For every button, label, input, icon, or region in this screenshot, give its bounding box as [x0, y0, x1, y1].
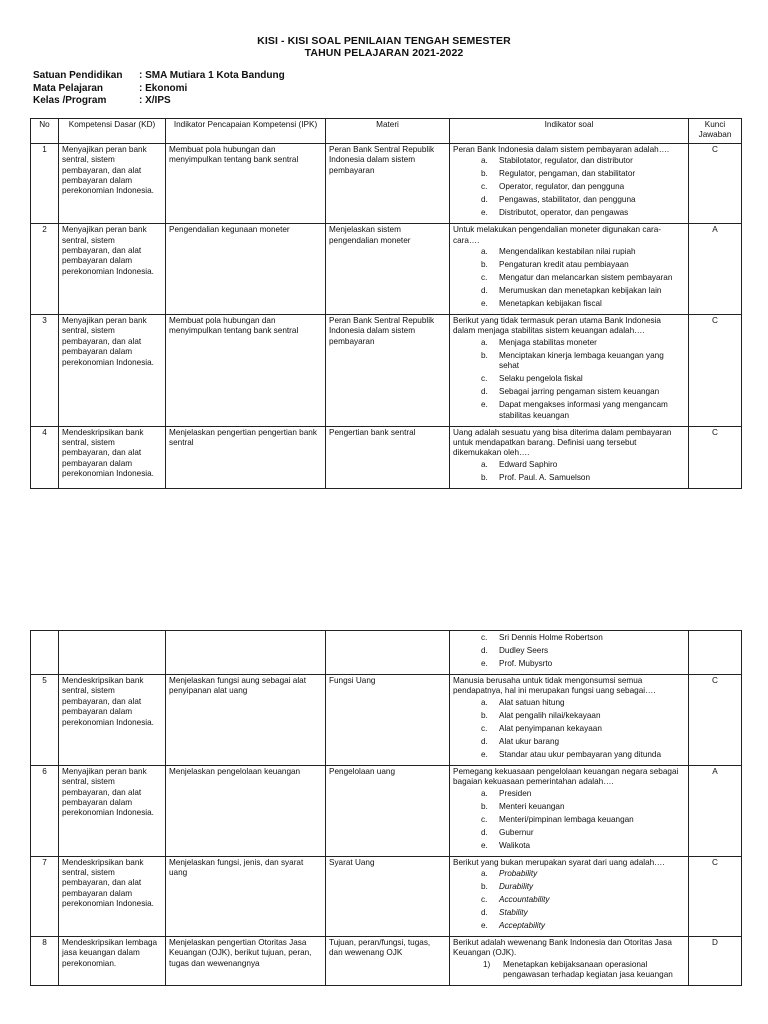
option-marker: c.	[481, 633, 488, 642]
option-item	[453, 260, 685, 270]
option-text: Menteri/pimpinan lembaga keuangan	[499, 814, 634, 824]
option-item	[453, 960, 685, 981]
answer-key: A	[689, 765, 742, 856]
option-item	[453, 698, 685, 708]
question-text: Untuk melakukan pengendalian moneter digunakan cara-cara….	[453, 225, 662, 245]
option-marker: d.	[481, 195, 488, 205]
option-marker: c.	[481, 895, 488, 905]
materi-cell: Pengelolaan uang	[326, 765, 450, 856]
option-marker: e.	[481, 749, 488, 759]
table-row	[31, 765, 742, 856]
option-item	[453, 724, 685, 734]
kisi-table-page1	[30, 118, 742, 489]
option-marker: c.	[481, 723, 488, 733]
option-item	[453, 169, 685, 179]
option-item	[453, 895, 685, 905]
option-text: Pengaturan kredit atau pembiayaan	[499, 260, 629, 270]
option-marker: a.	[481, 459, 488, 469]
option-marker: a.	[481, 247, 488, 257]
materi-cell: Pengertian bank sentral	[326, 426, 450, 488]
option-item	[453, 182, 685, 192]
ipk-cell: Menjelaskan pengertian Otoritas Jasa Keuangan (OJK), berikut tujuan, peran, tugas dan wewenangnya	[166, 937, 326, 986]
question-text: Berikut adalah wewenang Bank Indonesia dan Otoritas Jasa Keuangan (OJK).	[453, 938, 672, 958]
option-marker: b.	[481, 472, 488, 482]
option-item	[453, 374, 685, 384]
option-item	[453, 646, 685, 656]
option-text: Acceptability	[499, 921, 545, 931]
option-text: Mengendalikan kestabilan nilai rupiah	[499, 247, 636, 257]
option-item	[453, 156, 685, 166]
option-item	[453, 789, 685, 799]
option-marker: 1)	[483, 959, 491, 969]
option-marker: e.	[481, 840, 488, 850]
indikator-soal-cell	[450, 937, 689, 986]
meta-block	[33, 70, 285, 108]
kd-cell: Mendeskripsikan bank sentral, sistem pembayaran, dan alat pembayaran dalam perekonomian Indonesia.	[59, 675, 166, 766]
option-text: Merumuskan dan menetapkan kebijakan lain	[499, 286, 662, 296]
row-number: 3	[31, 315, 59, 427]
option-text: Menetapkan kebijaksanaan operasional pengawasan terhadap kegiatan jasa keuangan	[503, 959, 673, 980]
option-list	[453, 789, 685, 851]
answer-key: C	[689, 675, 742, 766]
meta-row-subject: Mata Pelajaran : Ekonomi	[33, 82, 188, 94]
materi-cell: Tujuan, peran/fungsi, tugas, dan wewenang OJK	[326, 937, 450, 986]
option-item	[453, 841, 685, 851]
option-marker: a.	[481, 156, 488, 166]
option-text: Regulator, pengaman, dan stabilitator	[499, 169, 636, 179]
option-item	[453, 737, 685, 747]
option-marker: e.	[481, 659, 488, 668]
option-text: Dapat mengakses informasi yang mengancam stabilitas keuangan	[499, 400, 668, 420]
table-body	[31, 143, 742, 488]
answer-key: C	[689, 426, 742, 488]
table-body	[31, 631, 742, 986]
option-item	[453, 869, 685, 879]
option-text: Alat satuan hitung	[499, 697, 565, 707]
col-header-ipk: Indikator Pencapaian Kompetensi (IPK)	[166, 119, 326, 144]
kisi-table-page2	[30, 630, 742, 986]
option-item	[453, 247, 685, 257]
option-marker: d.	[481, 827, 488, 837]
option-list	[453, 156, 685, 218]
option-marker: c.	[481, 374, 488, 384]
meta-row-school: Satuan Pendidikan : SMA Mutiara 1 Kota Bandung	[33, 70, 285, 81]
option-text: Menetapkan kebijakan fiscal	[499, 299, 602, 309]
answer-key: C	[689, 143, 742, 223]
option-text: Sri Dennis Holme Robertson	[499, 633, 603, 642]
question-text: Peran Bank Indonesia dalam sistem pembayaran adalah….	[453, 144, 670, 154]
materi-cell: Fungsi Uang	[326, 675, 450, 766]
ipk-cell: Menjelaskan fungsi aung sebagai alat penyipanan alat uang	[166, 675, 326, 766]
kd-cell: Menyajikan peran bank sentral, sistem pembayaran, dan alat pembayaran dalam perekonomian Indonesia.	[59, 765, 166, 856]
option-text: Edward Saphiro	[499, 459, 558, 469]
option-marker: e.	[481, 400, 488, 410]
option-item	[453, 750, 685, 760]
indikator-soal-cell	[450, 765, 689, 856]
option-text: Alat pengalih nilai/kekayaan	[499, 710, 601, 720]
col-header-materi: Materi	[326, 119, 450, 144]
option-item	[453, 921, 685, 931]
answer-key: C	[689, 315, 742, 427]
option-list	[453, 633, 685, 669]
table-row	[31, 315, 742, 427]
row-number: 8	[31, 937, 59, 986]
option-marker: b.	[481, 710, 488, 720]
ipk-cell: Pengendalian kegunaan moneter	[166, 224, 326, 315]
option-item	[453, 299, 685, 309]
materi-cell: Menjelaskan sistem pengendalian moneter	[326, 224, 450, 315]
option-text: Menteri keuangan	[499, 801, 565, 811]
answer-key: A	[689, 224, 742, 315]
option-text: Walikota	[499, 840, 531, 850]
question-text: Berikut yang bukan merupakan syarat dari uang adalah….	[453, 857, 665, 867]
option-item	[453, 908, 685, 918]
option-item	[453, 195, 685, 205]
table-row	[31, 675, 742, 766]
kd-cell: Menyajikan peran bank sentral, sistem pembayaran, dan alat pembayaran dalam perekonomian Indonesia.	[59, 143, 166, 223]
option-text: Alat ukur barang	[499, 736, 560, 746]
option-marker: a.	[481, 788, 488, 798]
option-item	[453, 828, 685, 838]
ipk-cell: Menjelaskan pengelolaan keuangan	[166, 765, 326, 856]
table-row	[31, 224, 742, 315]
option-text: Distributot, operator, dan pengawas	[499, 208, 629, 218]
option-item	[453, 659, 685, 669]
indikator-soal-cell	[450, 426, 689, 488]
option-item	[453, 338, 685, 348]
option-item	[453, 208, 685, 218]
option-list	[453, 460, 685, 483]
option-text: Operator, regulator, dan pengguna	[499, 182, 625, 192]
table-header-row	[31, 119, 742, 144]
option-marker: d.	[481, 286, 488, 296]
table-row	[31, 426, 742, 488]
option-item	[453, 633, 685, 643]
option-list	[453, 869, 685, 931]
question-text: Manusia berusaha untuk tidak mengonsumsi semua pendapatnya, hal ini merupakan fungsi uang sebagai….	[453, 676, 656, 696]
option-text: Alat penyimpanan kekayaan	[499, 723, 602, 733]
option-item	[453, 711, 685, 721]
option-item	[453, 400, 685, 421]
option-marker: a.	[481, 337, 488, 347]
col-header-indikator-soal: Indikator soal	[450, 119, 689, 144]
document-subtitle: TAHUN PELAJARAN 2021-2022	[304, 47, 464, 59]
option-marker: a.	[481, 869, 488, 879]
answer-key: C	[689, 856, 742, 936]
row-number: 2	[31, 224, 59, 315]
option-text: Stability	[499, 908, 528, 918]
option-list	[453, 698, 685, 760]
option-text: Probability	[499, 869, 538, 879]
option-list	[453, 338, 685, 421]
option-marker: d.	[481, 908, 488, 918]
col-header-no: No	[31, 119, 59, 144]
kd-cell: Mendeskripsikan lembaga jasa keuangan dalam perekonomian.	[59, 937, 166, 986]
question-text: Pemegang kekuasaan pengelolaan keuangan negara sebagai bagaian kekuasaan pemerintahan adalah….	[453, 766, 679, 787]
option-marker: b.	[481, 350, 488, 360]
indikator-soal-cell	[450, 315, 689, 427]
option-text: Durability	[499, 882, 534, 892]
row-number: 7	[31, 856, 59, 936]
option-text: Presiden	[499, 788, 532, 798]
materi-cell: Peran Bank Sentral Republik Indonesia dalam sistem pembayaran	[326, 315, 450, 427]
question-text: Uang adalah sesuatu yang bisa diterima dalam pembayaran untuk mendapatkan barang. Definisi uang tersebut dikemukakan oleh….	[453, 427, 672, 458]
option-marker: b.	[481, 882, 488, 892]
table-row	[31, 143, 742, 223]
kd-cell: Menyajikan peran bank sentral, sistem pembayaran, dan alat pembayaran dalam perekonomian Indonesia.	[59, 315, 166, 427]
col-header-kd: Kompetensi Dasar (KD)	[59, 119, 166, 144]
option-item	[453, 387, 685, 397]
option-marker: c.	[481, 273, 488, 283]
ipk-cell: Menjelaskan pengertian pengertian bank sentral	[166, 426, 326, 488]
option-marker: c.	[481, 814, 488, 824]
option-text: Standar atau ukur pembayaran yang ditunda	[499, 749, 662, 759]
option-item	[453, 815, 685, 825]
option-text: Gubernur	[499, 827, 534, 837]
option-text: Menciptakan kinerja lembaga keuangan yang sehat	[499, 350, 664, 371]
option-marker: c.	[481, 182, 488, 192]
table-row	[31, 937, 742, 986]
option-item	[453, 802, 685, 812]
option-marker: b.	[481, 169, 488, 179]
meta-row-class: Kelas /Program : X/IPS	[33, 95, 171, 106]
option-text: Stabilotator, regulator, dan distributor	[499, 156, 633, 166]
option-text: Selaku pengelola fiskal	[499, 374, 583, 384]
row-number: 1	[31, 143, 59, 223]
indikator-soal-cell	[450, 143, 689, 223]
answer-key: D	[689, 937, 742, 986]
option-marker: b.	[481, 801, 488, 811]
option-text: Sebagai jarring pengaman sistem keuangan	[499, 387, 660, 397]
option-marker: e.	[481, 921, 488, 931]
indikator-soal-cell	[450, 675, 689, 766]
option-marker: d.	[481, 646, 488, 655]
materi-cell: Peran Bank Sentral Republik Indonesia dalam sistem pembayaran	[326, 143, 450, 223]
option-item	[453, 286, 685, 296]
option-list	[453, 960, 685, 981]
option-marker: d.	[481, 387, 488, 397]
option-item	[453, 473, 685, 483]
materi-cell: Syarat Uang	[326, 856, 450, 936]
option-text: Menjaga stabilitas moneter	[499, 337, 597, 347]
option-text: Mengatur dan melancarkan sistem pembayaran	[499, 273, 673, 283]
option-text: Prof. Paul. A. Samuelson	[499, 472, 591, 482]
option-item	[453, 882, 685, 892]
table-row-continuation	[31, 631, 742, 675]
col-header-kunci: Kunci Jawaban	[689, 119, 742, 144]
ipk-cell: Membuat pola hubungan dan menyimpulkan tentang bank sentral	[166, 315, 326, 427]
row-number: 4	[31, 426, 59, 488]
indikator-soal-cell	[450, 856, 689, 936]
kd-cell: Menyajikan peran bank sentral, sistem pembayaran, dan alat pembayaran dalam perekonomian Indonesia.	[59, 224, 166, 315]
option-item	[453, 351, 685, 372]
document-title: KISI - KISI SOAL PENILAIAN TENGAH SEMESTER	[257, 35, 511, 47]
option-text: Prof. Mubysrto	[499, 659, 553, 668]
question-text: Berikut yang tidak termasuk peran utama Bank Indonesia dalam menjaga stabilitas sistem keuangan adalah….	[453, 316, 661, 336]
option-item	[453, 460, 685, 470]
kd-cell: Mendeskripsikan bank sentral, sistem pembayaran, dan alat pembayaran dalam perekonomian Indonesia.	[59, 426, 166, 488]
option-marker: a.	[481, 697, 488, 707]
option-list	[453, 247, 685, 309]
indikator-soal-cell	[450, 224, 689, 315]
option-marker: e.	[481, 208, 488, 218]
option-marker: b.	[481, 260, 488, 270]
ipk-cell: Membuat pola hubungan dan menyimpulkan tentang bank sentral	[166, 143, 326, 223]
table-row	[31, 856, 742, 936]
ipk-cell: Menjelaskan fungsi, jenis, dan syarat uang	[166, 856, 326, 936]
option-text: Dudley Seers	[499, 646, 549, 655]
option-marker: e.	[481, 299, 488, 309]
option-marker: d.	[481, 736, 488, 746]
option-text: Pengawas, stabilitator, dan pengguna	[499, 195, 636, 205]
option-text: Accountability	[499, 895, 550, 905]
option-item	[453, 273, 685, 283]
row-number: 6	[31, 765, 59, 856]
row-number: 5	[31, 675, 59, 766]
kd-cell: Mendeskripsikan bank sentral, sistem pembayaran, dan alat pembayaran dalam perekonomian Indonesia.	[59, 856, 166, 936]
